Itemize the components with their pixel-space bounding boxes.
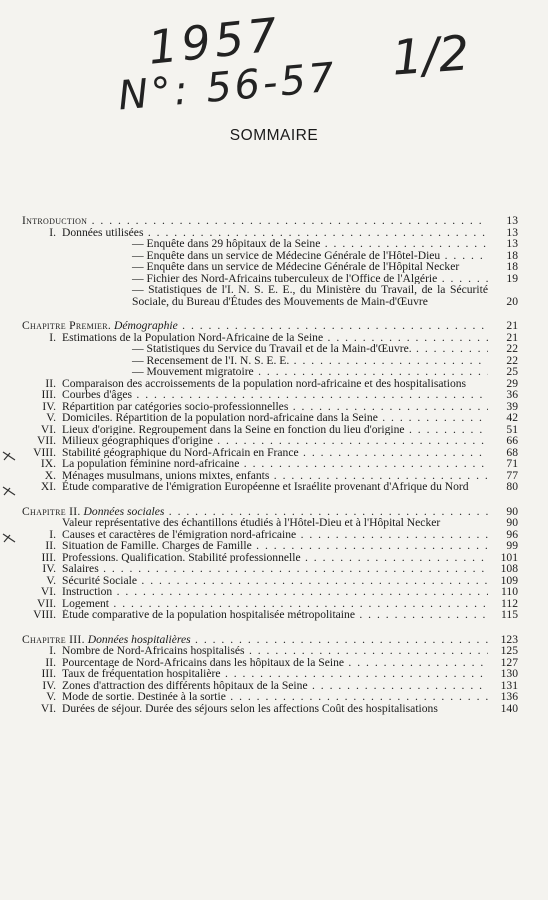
toc-page-number: 51 bbox=[506, 422, 518, 436]
toc-entry bbox=[22, 517, 518, 529]
entry-text: Zones d'attraction des différents hôpitaux de la Seine bbox=[62, 679, 308, 691]
toc-entry-label bbox=[62, 598, 488, 610]
toc-page-number: 109 bbox=[500, 573, 518, 587]
toc-entry bbox=[22, 552, 518, 564]
handwritten-number: N°: 56-57 bbox=[116, 54, 339, 120]
toc-chapter-heading bbox=[22, 634, 518, 646]
toc-entry-label bbox=[62, 703, 488, 715]
toc-page-number: 13 bbox=[506, 225, 518, 239]
entry-text: Instruction bbox=[62, 586, 113, 598]
toc-page-number: 21 bbox=[506, 319, 518, 332]
entry-text: Salaires bbox=[62, 563, 99, 575]
entry-text: Situation de Famille. Charges de Famille bbox=[62, 540, 252, 552]
entry-text: Milieux géographiques d'origine bbox=[62, 435, 213, 447]
entry-text: Causes et caractères de l'émigration nord-africaine bbox=[62, 528, 297, 540]
handwritten-fraction: 1/2 bbox=[390, 25, 472, 87]
toc-page-number: 66 bbox=[506, 434, 518, 447]
toc-entry-label bbox=[62, 401, 488, 413]
toc-entry bbox=[22, 389, 518, 401]
toc-page-number: 20 bbox=[506, 294, 518, 308]
entry-text: — Statistiques de l'I. N. S. E. E., du Ministère du Travail, de la Sécurité Sociale, du Bureau d'Études des Mouvements de Main-d'Œuvre bbox=[132, 283, 488, 308]
entry-text: — Enquête dans 29 hôpitaux de la Seine bbox=[132, 238, 321, 250]
chapter-title: Démographie bbox=[113, 320, 178, 332]
toc-page-number: 115 bbox=[501, 608, 518, 621]
toc-entry bbox=[22, 657, 518, 669]
toc-entry bbox=[22, 355, 518, 367]
toc-entry-number: I. bbox=[49, 527, 56, 541]
toc-entry-label bbox=[62, 447, 488, 459]
toc-entry-number: III. bbox=[41, 388, 56, 401]
toc-page-number: 136 bbox=[500, 690, 518, 703]
toc-entry-label bbox=[22, 320, 488, 332]
toc-entry-label bbox=[62, 284, 488, 307]
toc-entry bbox=[22, 645, 518, 657]
entry-text: — Mouvement migratoire bbox=[132, 366, 254, 378]
toc-page-number: 22 bbox=[506, 342, 518, 355]
toc-entry-number: V. bbox=[46, 411, 56, 424]
chapter-title: Données hospitalières bbox=[87, 633, 191, 645]
toc-entry-label bbox=[62, 668, 488, 680]
toc-entry-label bbox=[62, 389, 488, 401]
toc-entry bbox=[22, 435, 518, 447]
entry-text: — Enquête dans un service de Médecine Générale de l'Hôpital Necker bbox=[132, 260, 460, 273]
toc-entry bbox=[22, 378, 518, 390]
toc-entry-number: II. bbox=[45, 655, 56, 669]
entry-text: — Fichier des Nord-Africains tuberculeux de l'Office de l'Algérie bbox=[132, 272, 438, 284]
toc-entry-number: II. bbox=[45, 376, 56, 390]
toc-page-number: 127 bbox=[500, 655, 518, 669]
toc-entry bbox=[22, 703, 518, 715]
toc-entry bbox=[22, 540, 518, 552]
toc-entry-number: III. bbox=[41, 667, 56, 680]
entry-text: Mode de sortie. Destinée à la sortie bbox=[62, 691, 226, 703]
toc-entry-label bbox=[62, 517, 488, 529]
toc-entry-label bbox=[22, 215, 488, 227]
toc-entry-label bbox=[62, 481, 488, 493]
entry-text: — Enquête dans un service de Médecine Générale de l'Hôtel-Dieu bbox=[132, 249, 441, 261]
entry-text: — Statistiques du Service du Travail et de la Main-d'Œuvre. bbox=[132, 343, 412, 355]
toc-entry bbox=[22, 343, 518, 355]
chapter-title: Données sociales bbox=[83, 505, 165, 517]
toc-entry-number: V. bbox=[46, 573, 56, 587]
toc-entry-label bbox=[62, 424, 488, 436]
toc-entry bbox=[22, 575, 518, 587]
toc-page-number: 18 bbox=[506, 260, 518, 273]
toc-entry-label bbox=[62, 529, 488, 541]
toc-page-number: 108 bbox=[500, 562, 518, 575]
chapter-label: Chapitre III. bbox=[22, 633, 85, 645]
entry-text: Étude comparative de la population hospitalisée métropolitaine bbox=[62, 609, 355, 621]
toc-entry-label bbox=[62, 609, 488, 621]
entry-text: Valeur représentative des échantillons étudiés à l'Hôtel-Dieu et à l'Hôpital Necker bbox=[62, 516, 441, 529]
toc-entry-label bbox=[62, 680, 488, 692]
toc-entry-label bbox=[22, 634, 488, 646]
toc-entry-number: I. bbox=[49, 644, 56, 657]
toc-entry-number: VII. bbox=[37, 434, 56, 447]
toc-page-number: 125 bbox=[500, 644, 518, 657]
toc-entry bbox=[22, 238, 518, 250]
section-gap bbox=[22, 493, 518, 506]
entry-text: Stabilité géographique du Nord-Africain en France bbox=[62, 446, 299, 458]
handwritten-check-mark bbox=[2, 485, 14, 495]
toc-entry-label bbox=[62, 261, 488, 273]
toc-page-number: 39 bbox=[506, 399, 518, 413]
toc-entry bbox=[22, 598, 518, 610]
toc-entry bbox=[22, 424, 518, 436]
toc-page-number: 80 bbox=[506, 480, 518, 493]
section-gap bbox=[22, 307, 518, 320]
entry-text: Lieux d'origine. Regroupement dans la Seine en fonction du lieu d'origine bbox=[62, 423, 405, 435]
toc-entry-number: VI. bbox=[40, 422, 56, 436]
toc-entry-number: XI. bbox=[40, 480, 56, 493]
chapter-label: Chapitre Premier. bbox=[22, 320, 112, 332]
toc-entry-label bbox=[62, 343, 488, 355]
entry-text: Pourcentage de Nord-Africains dans les hôpitaux de la Seine bbox=[62, 656, 345, 668]
toc-entry-label bbox=[62, 332, 488, 344]
toc-entry bbox=[22, 609, 518, 621]
toc-entry bbox=[22, 680, 518, 692]
toc-entry-number: VII. bbox=[37, 596, 56, 610]
toc-entry-label bbox=[62, 355, 488, 367]
entry-text: Nombre de Nord-Africains hospitalisés bbox=[62, 645, 245, 657]
toc-page-number: 13 bbox=[506, 237, 518, 250]
page-title: SOMMAIRE bbox=[229, 127, 319, 144]
toc-page-number: 21 bbox=[506, 330, 518, 344]
entry-text: Domiciles. Répartition de la population nord-africaine dans la Seine bbox=[62, 412, 378, 424]
entry-text: La population féminine nord-africaine bbox=[62, 458, 240, 470]
toc-entry bbox=[22, 529, 518, 541]
toc-entry-number: X. bbox=[44, 468, 56, 482]
entry-text: — Recensement de l'I. N. S. E. E. bbox=[132, 354, 290, 366]
toc-entry-label bbox=[62, 238, 488, 250]
toc-entry-number: IV. bbox=[42, 399, 56, 413]
toc-page-number: 77 bbox=[506, 468, 518, 482]
toc-page-number: 42 bbox=[506, 411, 518, 424]
toc-page-number: 68 bbox=[506, 445, 518, 459]
entry-text: Professions. Qualification. Stabilité professionnelle bbox=[62, 551, 301, 563]
table-of-contents bbox=[22, 215, 518, 714]
toc-entry bbox=[22, 458, 518, 470]
toc-entry-number: V. bbox=[46, 690, 56, 703]
toc-entry bbox=[22, 284, 518, 307]
entry-text: Estimations de la Population Nord-Africaine de la Seine bbox=[62, 331, 324, 343]
toc-entry-number: IX. bbox=[40, 457, 56, 470]
toc-entry-number: IV. bbox=[42, 678, 56, 692]
entry-text: Étude comparative de l'émigration Européenne et Israélite provenant d'Afrique du Nord bbox=[62, 480, 469, 493]
toc-entry bbox=[22, 447, 518, 459]
entry-text: Logement bbox=[62, 597, 110, 609]
toc-page-number: 18 bbox=[506, 248, 518, 262]
toc-entry bbox=[22, 261, 518, 273]
chapter-label: Introduction bbox=[22, 215, 88, 227]
toc-page-number: 13 bbox=[506, 214, 518, 227]
toc-page-number: 99 bbox=[506, 539, 518, 552]
toc-page-number: 22 bbox=[506, 353, 518, 367]
toc-entry-label bbox=[62, 227, 488, 239]
toc-entry-number: IV. bbox=[42, 562, 56, 575]
handwritten-check-mark bbox=[2, 450, 14, 460]
toc-entry-number: II. bbox=[45, 539, 56, 552]
toc-entry bbox=[22, 586, 518, 598]
toc-entry bbox=[22, 563, 518, 575]
toc-page-number: 96 bbox=[506, 527, 518, 541]
entry-text: Répartition par catégories socio-professionnelles bbox=[62, 400, 289, 412]
toc-chapter-heading bbox=[22, 320, 518, 332]
toc-page-number: 29 bbox=[506, 376, 518, 390]
toc-entry bbox=[22, 412, 518, 424]
entry-text: Données utilisées bbox=[62, 226, 144, 238]
toc-entry-label bbox=[62, 412, 488, 424]
toc-page-number: 110 bbox=[501, 585, 518, 598]
entry-text: Taux de fréquentation hospitalière bbox=[62, 668, 221, 680]
toc-entry-number: III. bbox=[41, 550, 56, 564]
toc-chapter-heading bbox=[22, 215, 518, 227]
toc-entry-label bbox=[62, 575, 488, 587]
entry-text: Sécurité Sociale bbox=[62, 574, 138, 586]
toc-entry bbox=[22, 481, 518, 493]
toc-entry-label bbox=[62, 540, 488, 552]
toc-entry-number: I. bbox=[49, 330, 56, 344]
toc-page-number: 140 bbox=[500, 701, 518, 715]
toc-entry-number: VI. bbox=[40, 585, 56, 598]
toc-page-number: 130 bbox=[500, 667, 518, 680]
toc-entry-label bbox=[62, 645, 488, 657]
section-gap bbox=[22, 621, 518, 634]
handwritten-year: 1957 bbox=[145, 7, 284, 75]
entry-text: Ménages musulmans, unions mixtes, enfants bbox=[62, 469, 270, 481]
entry-text: Courbes d'âges bbox=[62, 389, 133, 401]
toc-page-number: 131 bbox=[500, 678, 518, 692]
toc-entry bbox=[22, 227, 518, 239]
toc-entry bbox=[22, 332, 518, 344]
toc-entry-label bbox=[62, 563, 488, 575]
toc-entry bbox=[22, 401, 518, 413]
entry-text: Comparaison des accroissements de la population nord-africaine et des hospitalisations bbox=[62, 376, 467, 390]
toc-entry-label bbox=[62, 435, 488, 447]
toc-page-number: 112 bbox=[501, 596, 518, 610]
toc-entry-label bbox=[62, 552, 488, 564]
toc-page-number: 90 bbox=[506, 516, 518, 529]
toc-page-number: 71 bbox=[506, 457, 518, 470]
toc-page-number: 101 bbox=[500, 550, 518, 564]
toc-page-number: 25 bbox=[506, 365, 518, 378]
toc-page-number: 123 bbox=[500, 632, 518, 646]
toc-entry-label bbox=[62, 657, 488, 669]
chapter-label: Chapitre II. bbox=[22, 505, 81, 517]
toc-entry-label bbox=[62, 586, 488, 598]
toc-entry-number: VIII. bbox=[33, 445, 56, 459]
toc-entry-number: I. bbox=[49, 225, 56, 239]
toc-page-number: 19 bbox=[506, 271, 518, 285]
toc-entry bbox=[22, 668, 518, 680]
toc-entry-number: VI. bbox=[40, 701, 56, 715]
toc-entry-label bbox=[62, 458, 488, 470]
handwritten-check-mark bbox=[2, 532, 14, 542]
toc-entry-number: VIII. bbox=[33, 608, 56, 621]
entry-text: Durées de séjour. Durée des séjours selon les affections Coût des hospitalisations bbox=[62, 701, 438, 715]
toc-entry-label bbox=[62, 378, 488, 390]
toc-page-number: 90 bbox=[506, 504, 518, 518]
toc-page-number: 36 bbox=[506, 388, 518, 401]
